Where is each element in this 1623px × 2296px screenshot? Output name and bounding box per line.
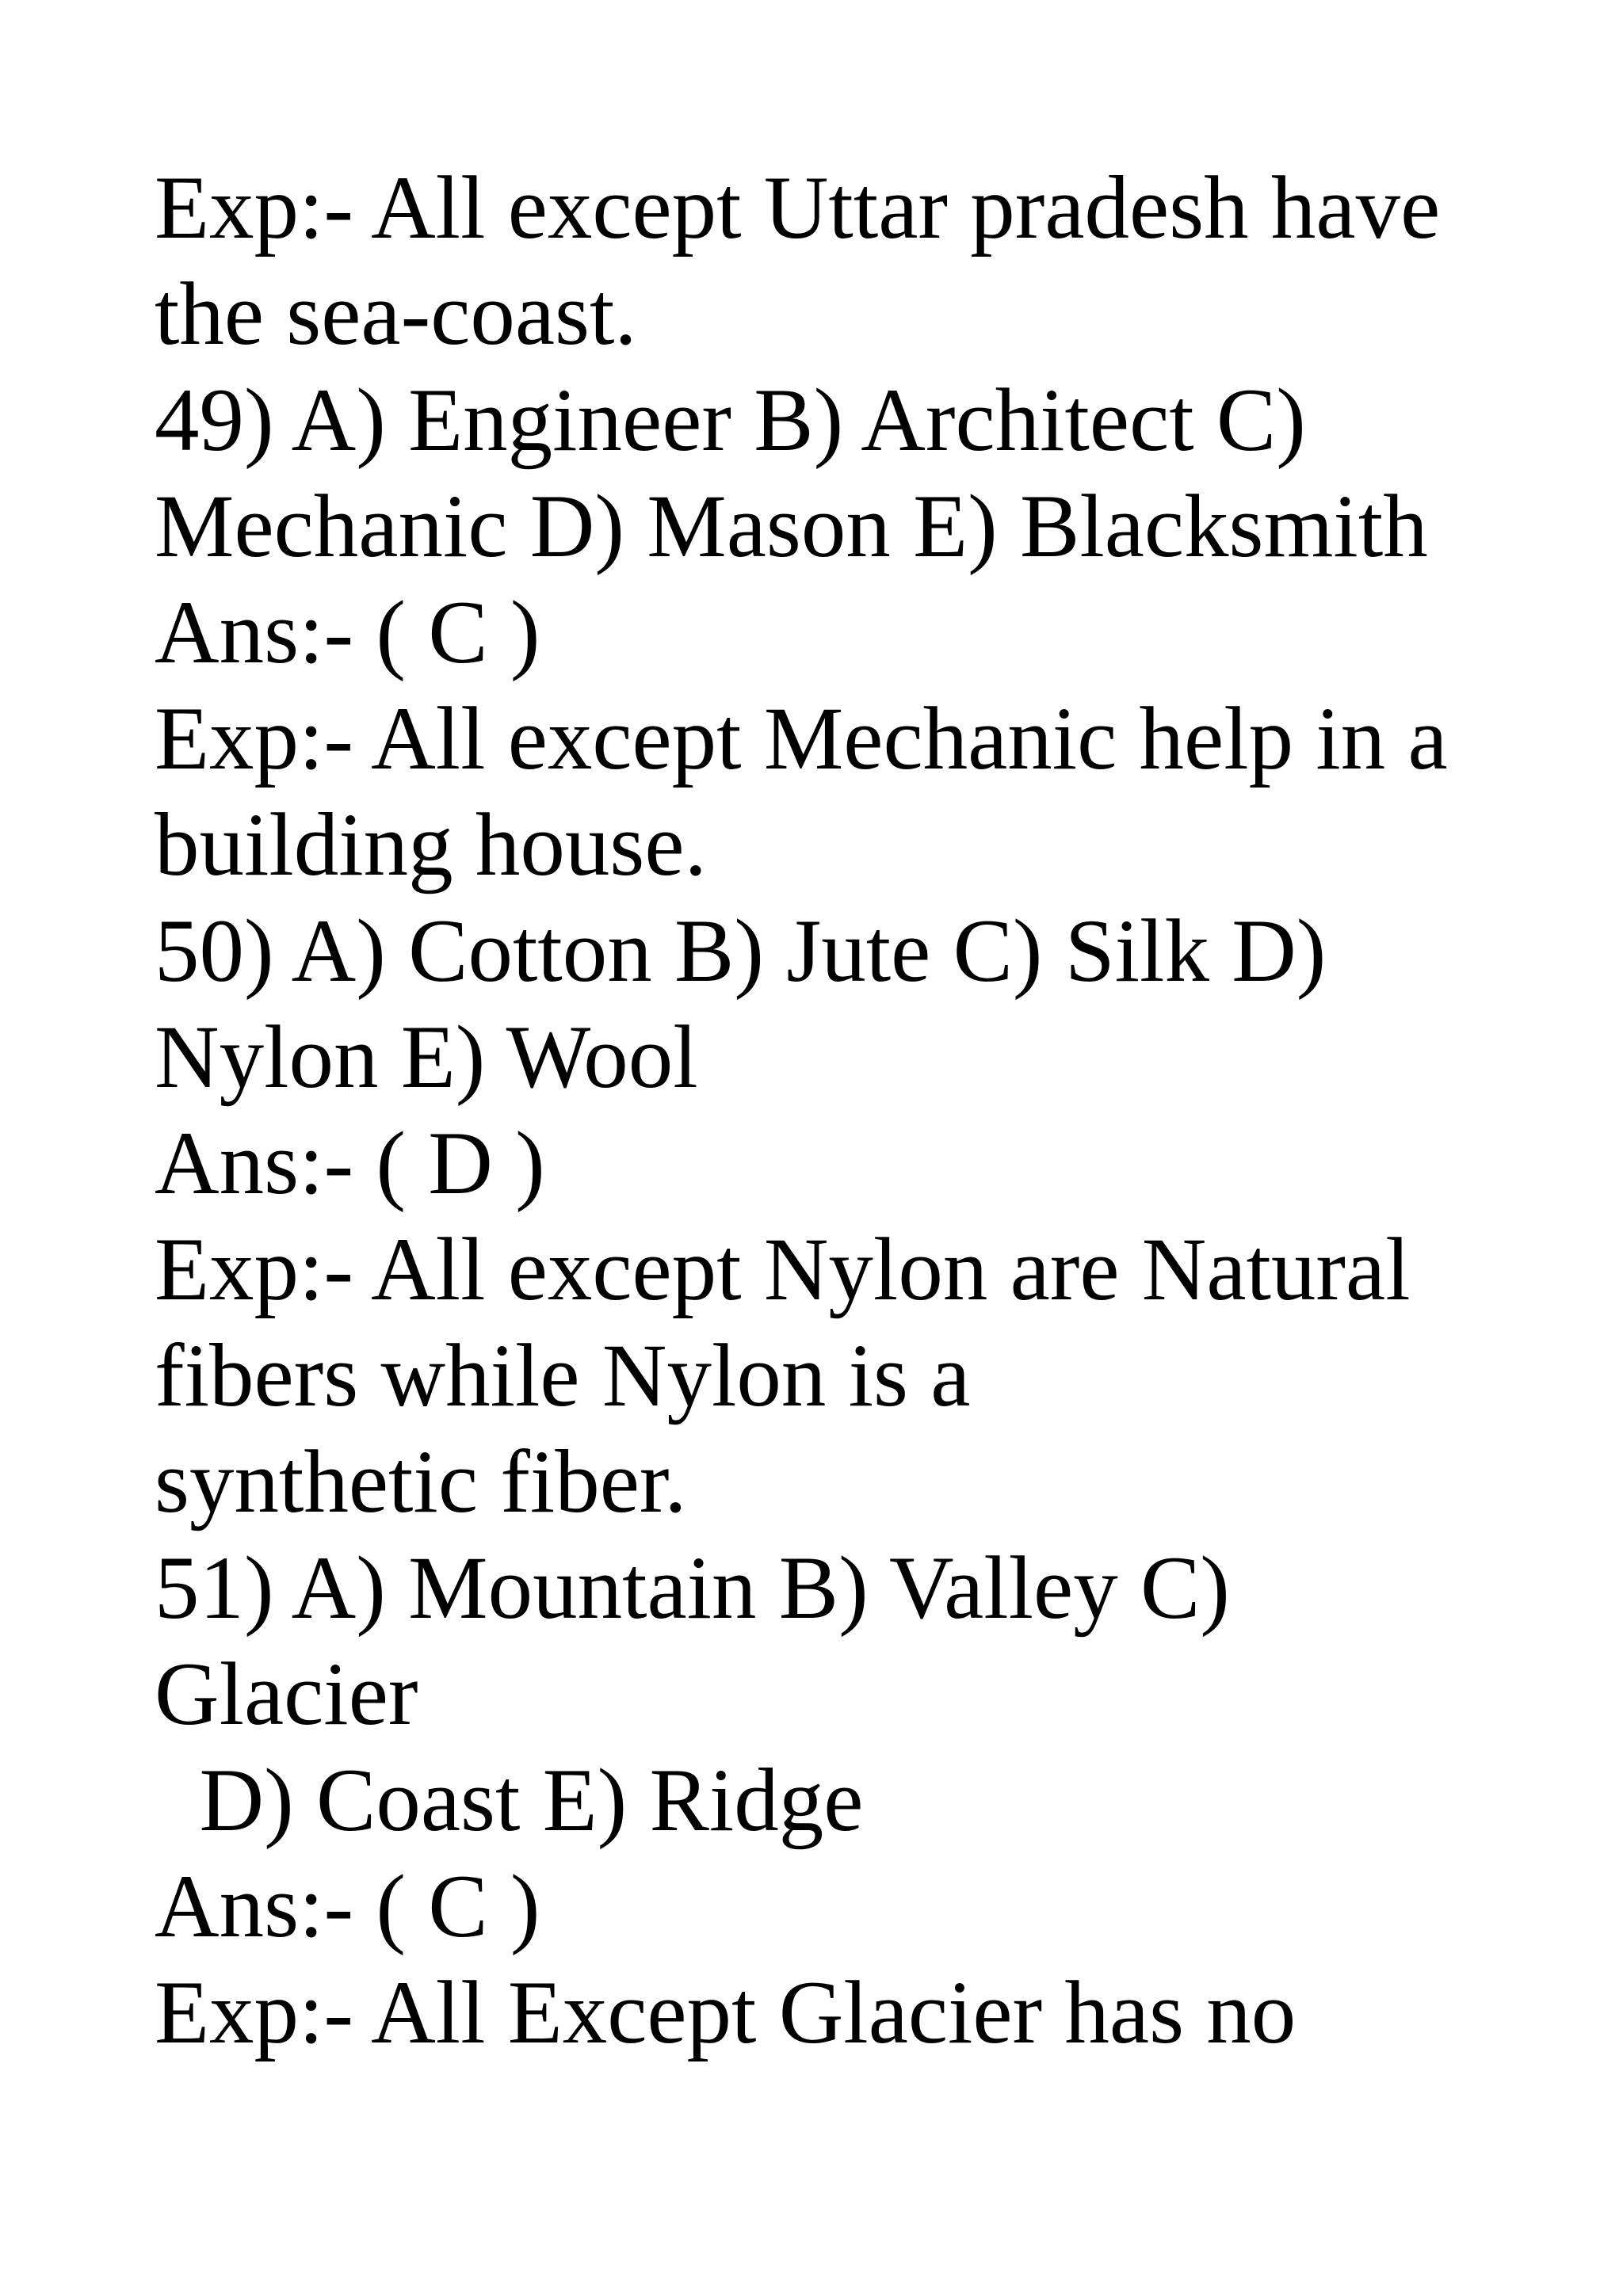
question-51-line: D) Coast E) Ridge bbox=[155, 1751, 864, 1850]
explanation-51-line: Exp:- All Except Glacier has no bbox=[155, 1963, 1296, 2062]
question-50-line: Nylon E) Wool bbox=[155, 1008, 698, 1107]
explanation-50-line: Exp:- All except Nylon are Natural bbox=[155, 1220, 1411, 1319]
question-49-line: Mechanic D) Mason E) Blacksmith bbox=[155, 477, 1428, 576]
explanation-50-line: fibers while Nylon is a bbox=[155, 1326, 971, 1425]
question-51-line: 51) A) Mountain B) Valley C) bbox=[155, 1539, 1230, 1638]
question-51-line: Glacier bbox=[155, 1645, 418, 1744]
explanation-line: Exp:- All except Uttar pradesh have bbox=[155, 158, 1441, 257]
explanation-50-line: synthetic fiber. bbox=[155, 1432, 687, 1531]
explanation-line: the sea-coast. bbox=[155, 265, 637, 364]
question-49-line: 49) A) Engineer B) Architect C) bbox=[155, 371, 1306, 470]
answer-51: Ans:- ( C ) bbox=[155, 1857, 540, 1956]
answer-50: Ans:- ( D ) bbox=[155, 1114, 545, 1213]
question-50-line: 50) A) Cotton B) Jute C) Silk D) bbox=[155, 902, 1327, 1001]
explanation-49-line: Exp:- All except Mechanic help in a bbox=[155, 689, 1448, 788]
document-text bbox=[155, 155, 1581, 2066]
explanation-49-line: building house. bbox=[155, 795, 707, 894]
answer-49: Ans:- ( C ) bbox=[155, 583, 540, 682]
